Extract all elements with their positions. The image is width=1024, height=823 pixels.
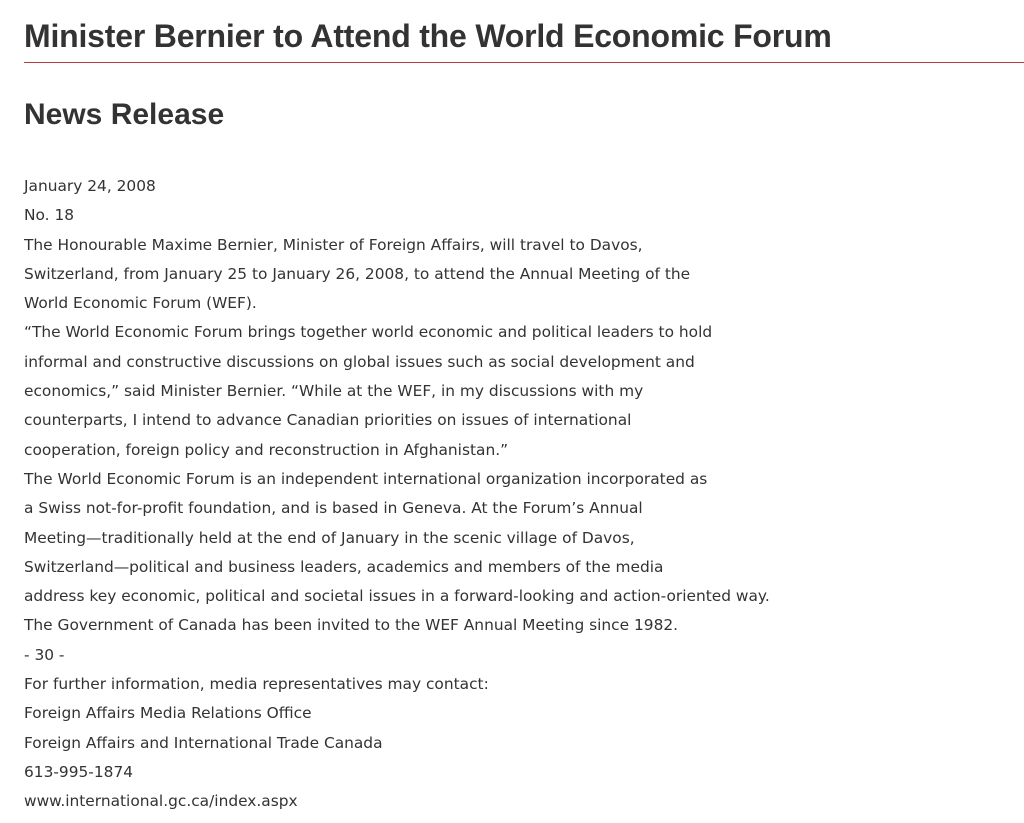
paragraph-1-line: World Economic Forum (WEF). — [24, 294, 257, 313]
release-body — [24, 172, 770, 817]
paragraph-4: The Government of Canada has been invited to the WEF Annual Meeting since 1982. — [24, 616, 679, 635]
contact-website: www.international.gc.ca/index.aspx — [24, 792, 298, 811]
contact-intro: For further information, media representatives may contact: — [24, 675, 489, 694]
paragraph-2-line: informal and constructive discussions on global issues such as social development and — [24, 352, 695, 371]
paragraph-3-line: The World Economic Forum is an independent international organization incorporated as — [24, 469, 708, 488]
release-date: January 24, 2008 — [24, 177, 156, 195]
paragraph-3-line: Meeting—traditionally held at the end of January in the scenic village of Davos, — [24, 528, 635, 547]
paragraph-3-line: Switzerland—political and business leaders, academics and members of the media — [24, 557, 664, 576]
paragraph-1-line: Switzerland, from January 25 to January 26, 2008, to attend the Annual Meeting of the — [24, 264, 691, 283]
release-number: No. 18 — [24, 206, 75, 225]
paragraph-3-line: a Swiss not-for-profit foundation, and is based in Geneva. At the Forum’s Annual — [24, 499, 643, 518]
end-marker: - 30 - — [24, 645, 65, 664]
paragraph-3-line: address key economic, political and societal issues in a forward-looking and action-oriented way. — [24, 587, 770, 606]
paragraph-2-line: economics,” said Minister Bernier. “While at the WEF, in my discussions with my — [24, 382, 644, 401]
paragraph-2-line: counterparts, I intend to advance Canadian priorities on issues of international — [24, 411, 632, 430]
page-title: Minister Bernier to Attend the World Economic Forum — [24, 18, 832, 54]
title-divider — [24, 62, 1024, 63]
paragraph-1-line: The Honourable Maxime Bernier, Minister of Foreign Affairs, will travel to Davos, — [24, 235, 643, 254]
paragraph-2-line: “The World Economic Forum brings together world economic and political leaders to hold — [24, 323, 713, 342]
contact-phone: 613-995-1874 — [24, 762, 134, 781]
contact-department: Foreign Affairs and International Trade Canada — [24, 733, 383, 752]
section-heading: News Release — [24, 98, 225, 131]
contact-office: Foreign Affairs Media Relations Office — [24, 704, 312, 723]
paragraph-2-line: cooperation, foreign policy and reconstruction in Afghanistan.” — [24, 440, 509, 459]
